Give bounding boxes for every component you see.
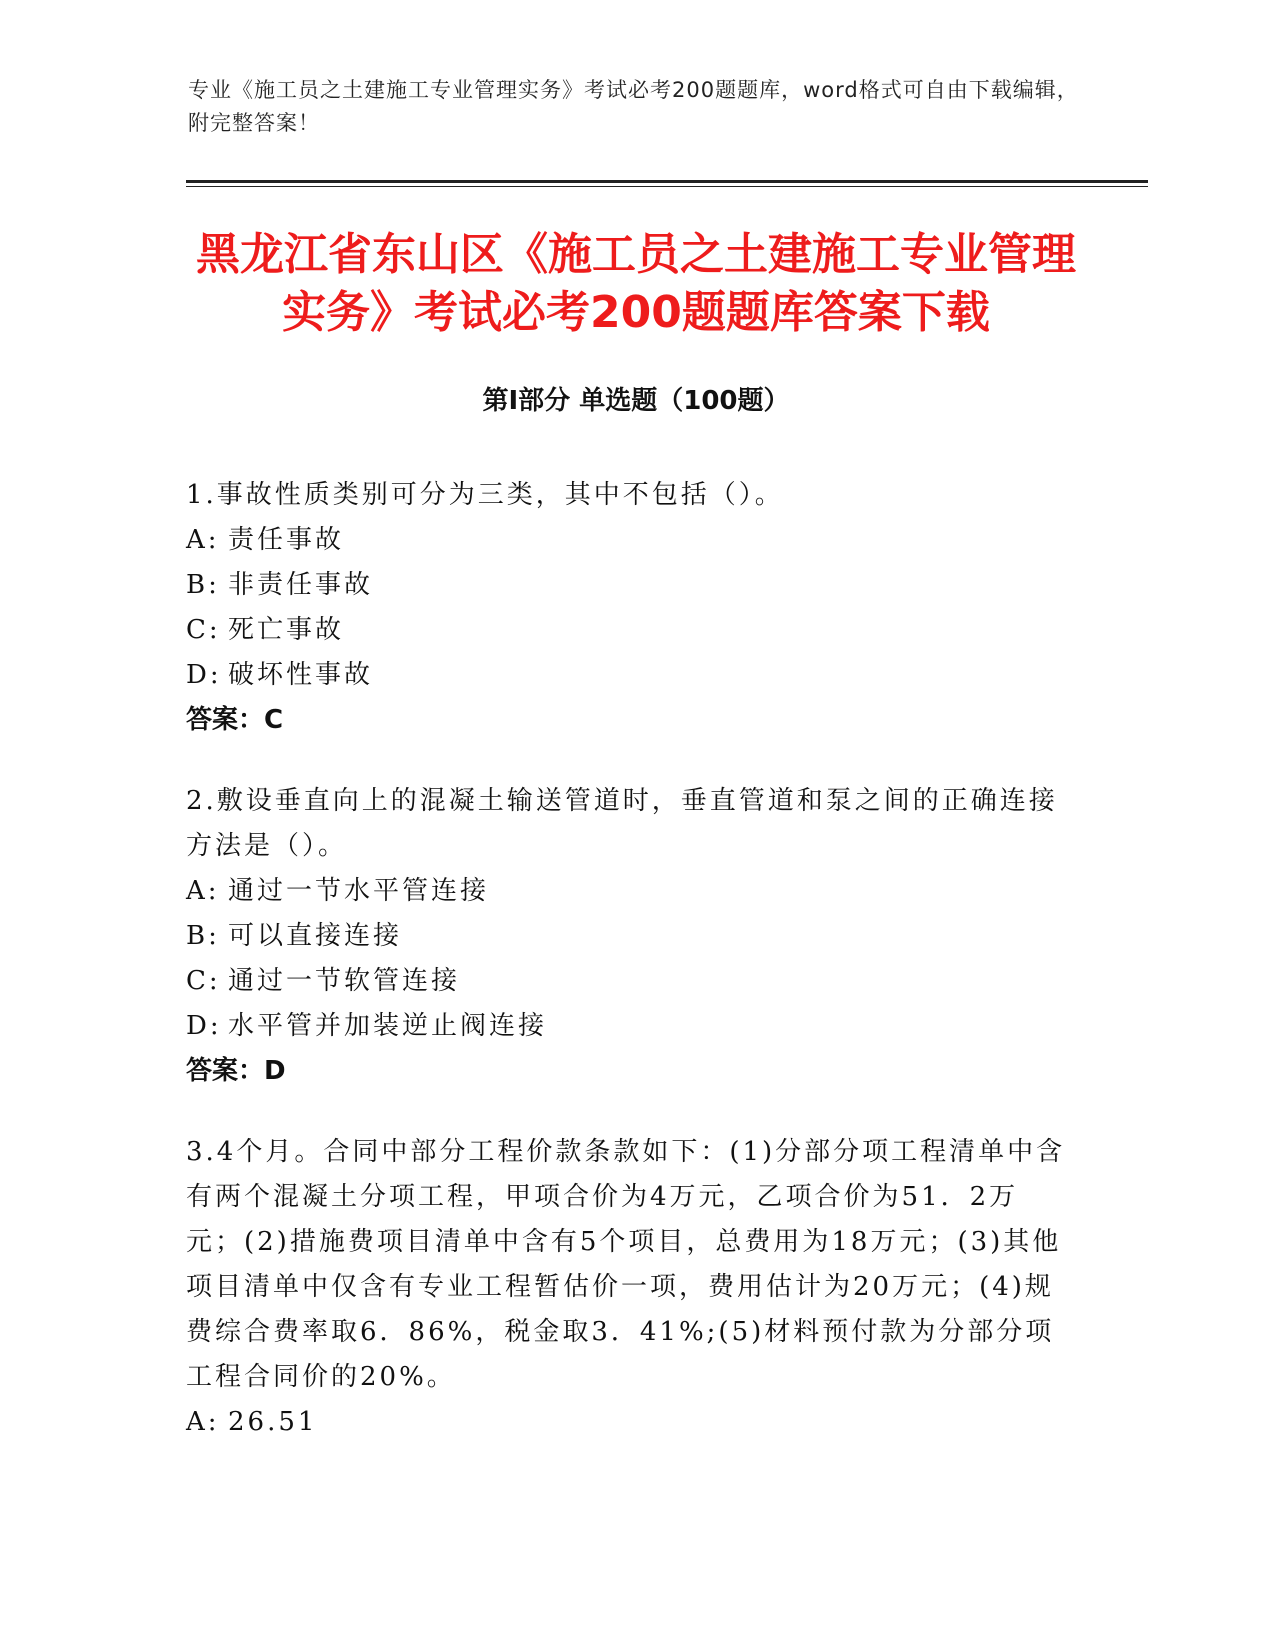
- question-list: [186, 473, 1066, 1481]
- answer: 答案：D: [186, 1056, 286, 1086]
- option-key: A:: [186, 1407, 220, 1437]
- header-note: 专业《施工员之土建施工专业管理实务》考试必考200题题库，word格式可自由下载编辑，附完整答案！: [188, 78, 1079, 135]
- option-text: 通过一节水平管连接: [228, 876, 490, 906]
- option-d: [186, 1004, 1066, 1049]
- option-c: [186, 608, 1066, 653]
- question-2: [186, 779, 1066, 1094]
- option-key: A:: [186, 525, 220, 555]
- option-text: 水平管并加装逆止阀连接: [228, 1011, 548, 1041]
- option-text: 破坏性事故: [228, 660, 374, 690]
- header-divider-thin: [186, 186, 1148, 187]
- option-key: C:: [186, 966, 221, 996]
- question-3: [186, 1130, 1066, 1445]
- question-stem: 3.4个月。合同中部分工程价款条款如下：(1)分部分项工程清单中含有两个混凝土分项工程，甲项合价为4万元，乙项合价为51．2万元；(2)措施费项目清单中含有5个项目，总费用为18万元；(3)其他项目清单中仅含有专业工程暂估价一项，费用估计为20万元；(4)规费综合费率取6．86%，税金取3．41%;(5)材料预付款为分部分项工程合同价的20%。: [186, 1137, 1066, 1392]
- option-a: [186, 1400, 1066, 1445]
- option-c: [186, 959, 1066, 1004]
- answer: 答案：C: [186, 705, 284, 735]
- document-title: 黑龙江省东山区《施工员之土建施工专业管理实务》考试必考200题题库答案下载: [196, 229, 1076, 338]
- option-key: D:: [186, 660, 222, 690]
- section-title: 第Ⅰ部分 单选题（100题）: [482, 386, 790, 416]
- option-key: D:: [186, 1011, 222, 1041]
- option-a: [186, 518, 1066, 563]
- option-key: B:: [186, 570, 220, 600]
- option-key: A:: [186, 876, 220, 906]
- option-b: [186, 563, 1066, 608]
- option-key: B:: [186, 921, 220, 951]
- option-text: 死亡事故: [228, 615, 345, 645]
- option-b: [186, 914, 1066, 959]
- question-stem: 2.敷设垂直向上的混凝土输送管道时，垂直管道和泵之间的正确连接方法是（）。: [186, 786, 1058, 861]
- option-text: 非责任事故: [228, 570, 374, 600]
- question-1: [186, 473, 1066, 743]
- option-key: C:: [186, 615, 221, 645]
- header-divider-thick: [186, 180, 1148, 183]
- option-text: 通过一节软管连接: [228, 966, 461, 996]
- option-d: [186, 653, 1066, 698]
- option-text: 责任事故: [228, 525, 345, 555]
- question-stem: 1.事故性质类别可分为三类，其中不包括（）。: [186, 480, 784, 510]
- option-text: 26.51: [228, 1407, 318, 1437]
- option-text: 可以直接连接: [228, 921, 403, 951]
- option-a: [186, 869, 1066, 914]
